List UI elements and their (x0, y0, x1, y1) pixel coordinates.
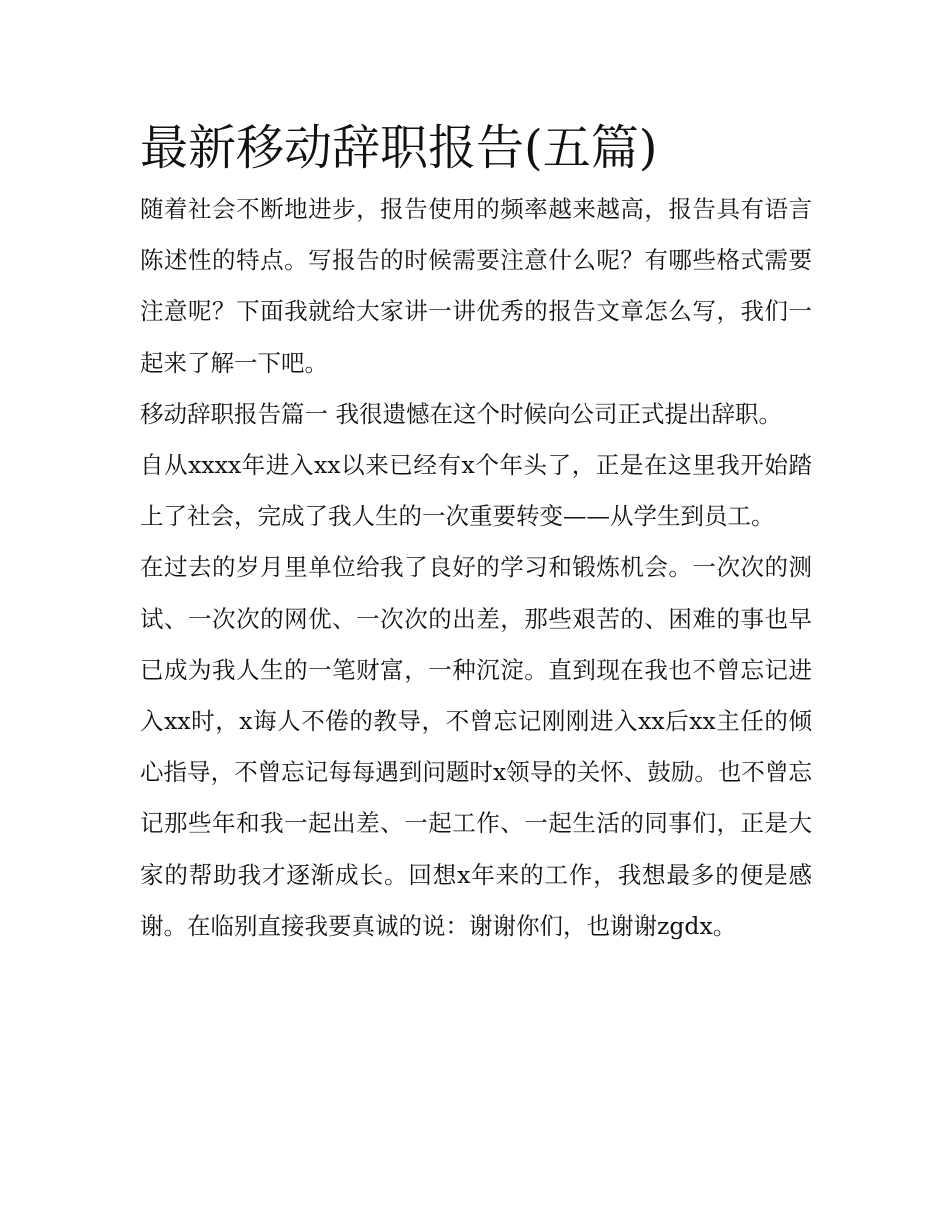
document-title: 最新移动辞职报告(五篇) (140, 120, 658, 176)
paragraph-intro: 随着社会不断地进步，报告使用的频率越来越高，报告具有语言陈述性的特点。写报告的时候需要注意什么呢？有哪些格式需要注意呢？下面我就给大家讲一讲优秀的报告文章怎么写，我们一起来了解一下吧。 (140, 195, 812, 377)
paragraph-section-one-opening: 移动辞职报告篇一 我很遗憾在这个时候向公司正式提出辞职。 (140, 399, 782, 428)
document-body (140, 112, 812, 952)
paragraph-gratitude: 在过去的岁月里单位给我了良好的学习和锻炼机会。一次次的测试、一次次的网优、一次次的出差，那些艰苦的、困难的事也早已成为我人生的一笔财富，一种沉淀。直到现在我也不曾忘记进入xx时，x诲人不倦的教导，不曾忘记刚刚进入xx后xx主任的倾心指导，不曾忘记每每遇到问题时x领导的关怀、鼓励。也不曾忘记那些年和我一起出差、一起工作、一起生活的同事们，正是大家的帮助我才逐渐成长。回想x年来的工作，我想最多的便是感谢。在临别直接我要真诚的说：谢谢你们，也谢谢zgdx。 (140, 553, 812, 940)
paragraph-years-at-company: 自从xxxx年进入xx以来已经有x个年头了，正是在这里我开始踏上了社会，完成了我人生的一次重要转变——从学生到员工。 (140, 451, 812, 531)
